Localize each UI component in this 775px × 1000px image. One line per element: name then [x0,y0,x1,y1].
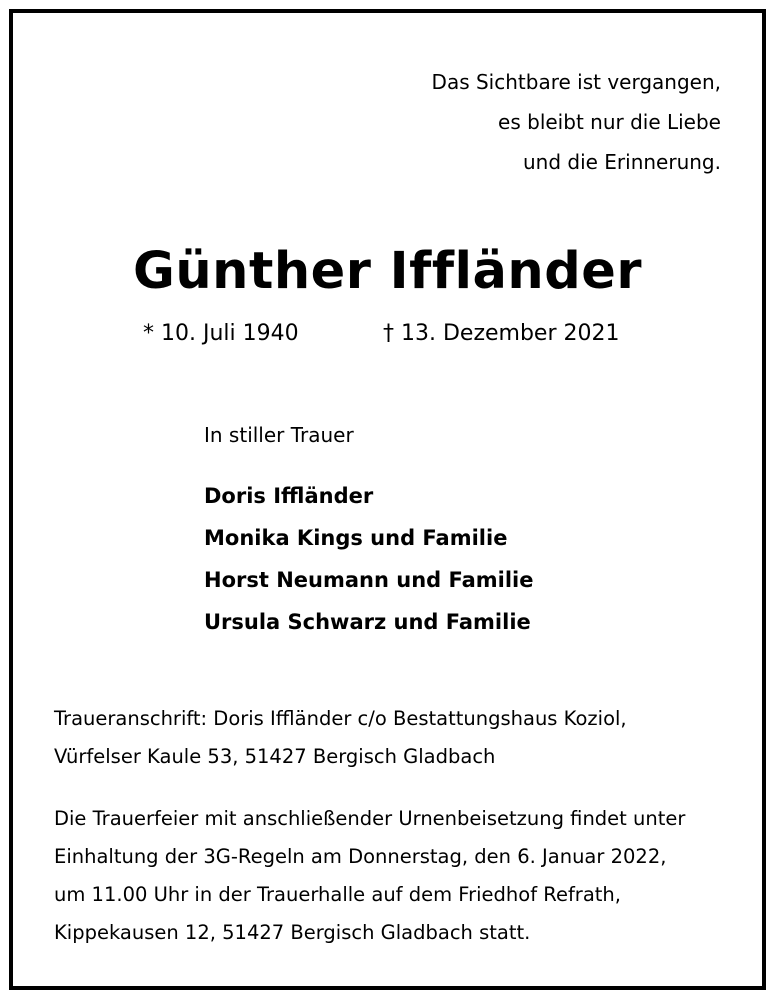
memorial-quote [432,62,721,182]
address-line: Traueranschrift: Doris Iffländer c/o Bestattungshaus Koziol, [54,707,627,730]
ceremony-line: Einhaltung der 3G-Regeln am Donnerstag, den 6. Januar 2022, [54,845,667,868]
funeral-details [54,800,685,952]
mourner-name: Monika Kings und Familie [204,526,508,550]
deceased-name: Günther Iffländer [133,242,642,301]
quote-line: Das Sichtbare ist vergangen, [431,70,721,94]
ceremony-line: Die Trauerfeier mit anschließender Urnenbeisetzung findet unter [54,807,686,830]
condolence-address [54,700,627,776]
birth-date: * 10. Juli 1940 [143,321,299,346]
ceremony-line: Kippekausen 12, 51427 Bergisch Gladbach statt. [54,921,531,944]
address-line: Vürfelser Kaule 53, 51427 Bergisch Gladbach [54,745,496,768]
mourners-list [204,475,534,643]
mourning-intro: In stiller Trauer [204,423,354,447]
quote-line: es bleibt nur die Liebe [498,110,721,134]
mourner-name: Horst Neumann und Familie [204,568,534,592]
death-date: † 13. Dezember 2021 [383,321,620,346]
mourner-name: Ursula Schwarz und Familie [204,610,531,634]
quote-line: und die Erinnerung. [522,150,721,174]
ceremony-line: um 11.00 Uhr in der Trauerhalle auf dem Friedhof Refrath, [54,883,621,906]
mourner-name: Doris Iffländer [204,484,374,508]
